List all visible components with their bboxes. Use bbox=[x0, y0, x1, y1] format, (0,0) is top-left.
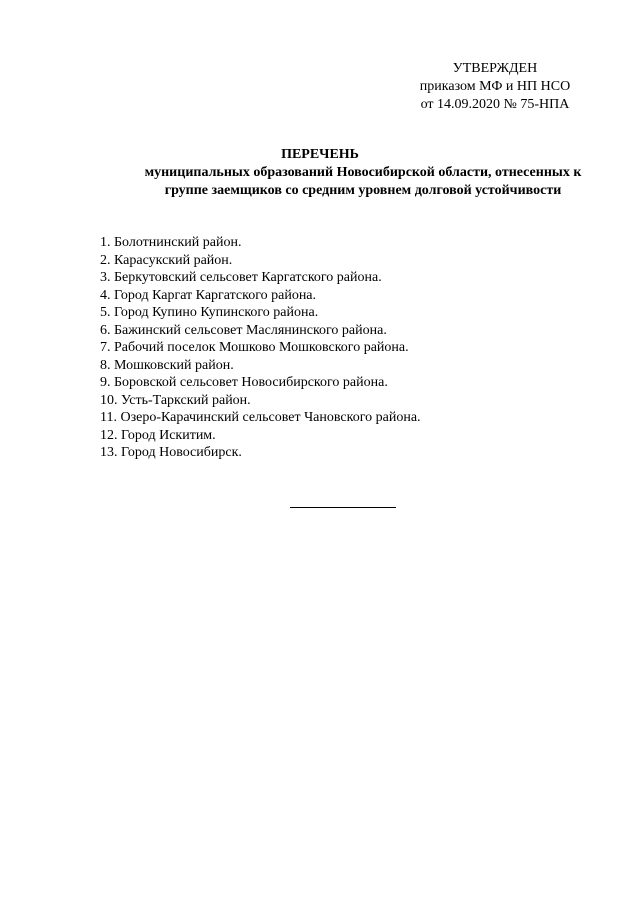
subtitle-line-2: группе заемщиков со средним уровнем долговой устойчивости bbox=[164, 183, 562, 198]
list-item: 4. Город Каргат Каргатского района. bbox=[100, 287, 317, 303]
list-item: 6. Бажинский сельсовет Маслянинского района. bbox=[100, 322, 387, 338]
list-item: 2. Карасукский район. bbox=[100, 252, 233, 268]
approval-heading: УТВЕРЖДЕН bbox=[452, 61, 538, 76]
list-item: 8. Мошковский район. bbox=[100, 357, 234, 373]
list-item: 5. Город Купино Купинского района. bbox=[100, 305, 319, 320]
document-title: ПЕРЕЧЕНЬ bbox=[281, 147, 359, 162]
list-item: 12. Город Искитим. bbox=[100, 427, 216, 443]
closing-divider bbox=[290, 507, 396, 508]
approval-date-number: от 14.09.2020 № 75-НПА bbox=[420, 97, 570, 112]
list-item: 7. Рабочий поселок Мошково Мошковского района. bbox=[100, 340, 409, 355]
approval-order: приказом МФ и НП НСО bbox=[419, 79, 571, 94]
list-item: 11. Озеро-Карачинский сельсовет Чановского района. bbox=[100, 410, 421, 425]
document-subtitle bbox=[118, 164, 608, 200]
approval-stamp bbox=[380, 60, 610, 114]
list-item: 3. Беркутовский сельсовет Каргатского района. bbox=[100, 270, 382, 285]
list-item: 1. Болотнинский район. bbox=[100, 235, 242, 250]
list-item: 10. Усть-Таркский район. bbox=[100, 392, 251, 408]
subtitle-line-1: муниципальных образований Новосибирской области, отнесенных к bbox=[144, 165, 582, 180]
municipality-list bbox=[100, 234, 600, 462]
list-item: 9. Боровской сельсовет Новосибирского района. bbox=[100, 375, 388, 390]
list-item: 13. Город Новосибирск. bbox=[100, 445, 242, 460]
